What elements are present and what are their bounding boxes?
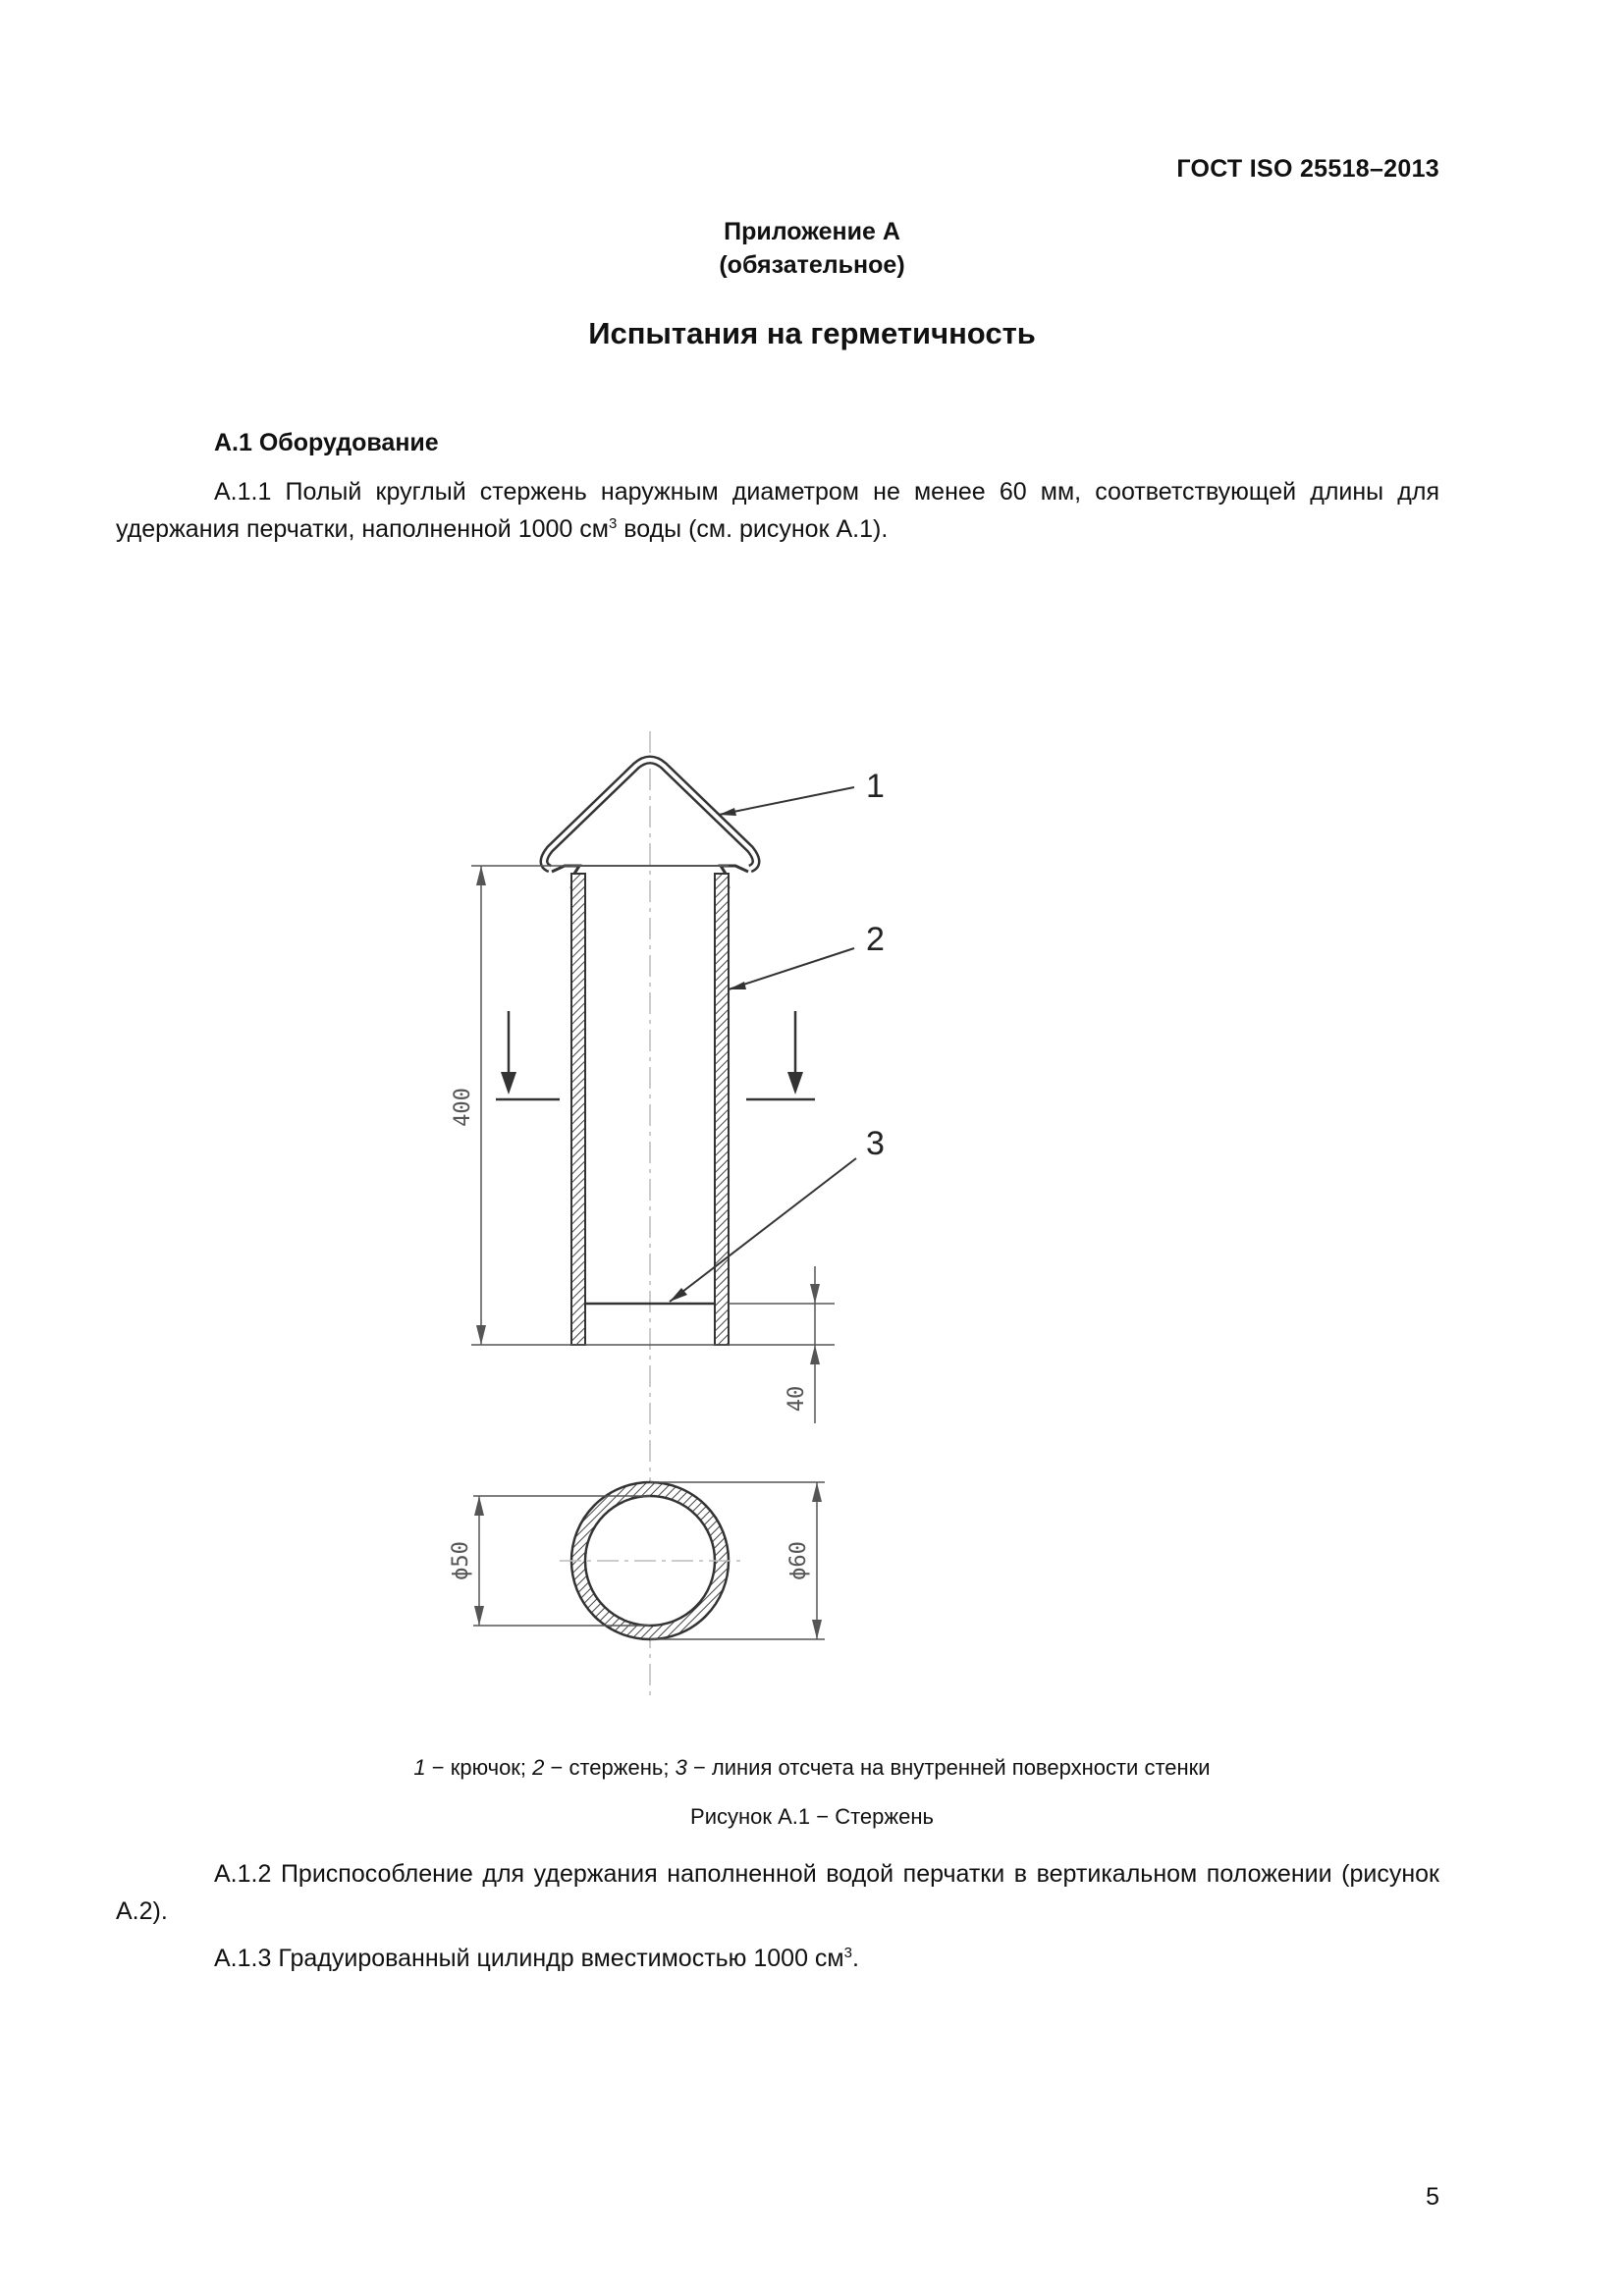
rod-wall-left: [571, 874, 585, 1345]
paragraph-a11-end: воды (см. рисунок А.1).: [617, 515, 889, 543]
paragraph-a13-end: .: [851, 1945, 859, 1972]
figure-caption: Рисунок А.1 − Стержень: [690, 1804, 934, 1829]
figure-label-3: 3: [866, 1125, 885, 1162]
figure-rod-drawing: [412, 717, 962, 1713]
figure-legend: [0, 1755, 1624, 1781]
paragraph-a13-text: А.1.3 Градуированный цилиндр вместимостью 1000 см: [214, 1945, 844, 1972]
annex-status: (обязательное): [719, 251, 905, 279]
figure-label-2: 2: [866, 921, 885, 958]
paragraph-a12-text: А.1.2 Приспособление для удержания наполненной водой перчатки в вертикальном положении (рисунок А.2).: [116, 1860, 1439, 1925]
dimension-bottom-label: 40: [785, 1385, 809, 1413]
rod-wall-right: [715, 874, 729, 1345]
legend-num-1: 1: [413, 1755, 426, 1780]
figure-label-1: 1: [866, 768, 885, 805]
legend-num-3: 3: [675, 1755, 687, 1780]
dimension-inner-diameter-label: ϕ50: [449, 1541, 473, 1580]
legend-text-3: − линия отсчета на внутренней поверхности стенки: [686, 1755, 1211, 1780]
page-number: 5: [1426, 2183, 1439, 2211]
dimension-length-label: 400: [451, 1088, 475, 1127]
superscript-3: 3: [608, 515, 618, 532]
paragraph-a11: [116, 473, 1439, 548]
paragraph-a11-text: А.1.1 Полый круглый стержень наружным диаметром не менее 60 мм, соответствующей длины для удержания перчатки, наполненной 1000 см: [116, 478, 1439, 543]
document-code: ГОСТ ISO 25518–2013: [1176, 155, 1439, 183]
paragraph-a12: [116, 1855, 1439, 1930]
legend-num-2: 2: [532, 1755, 545, 1780]
paragraph-a13: [214, 1940, 859, 1977]
legend-text-2: − стержень;: [544, 1755, 676, 1780]
section-title: Испытания на герметичность: [588, 316, 1036, 350]
annex-title: Приложение А: [724, 218, 900, 245]
superscript-3: 3: [843, 1945, 852, 1961]
dimension-outer-diameter-label: ϕ60: [786, 1541, 811, 1580]
subsection-title: А.1 Оборудование: [214, 429, 439, 456]
legend-text-1: − крючок;: [425, 1755, 533, 1780]
